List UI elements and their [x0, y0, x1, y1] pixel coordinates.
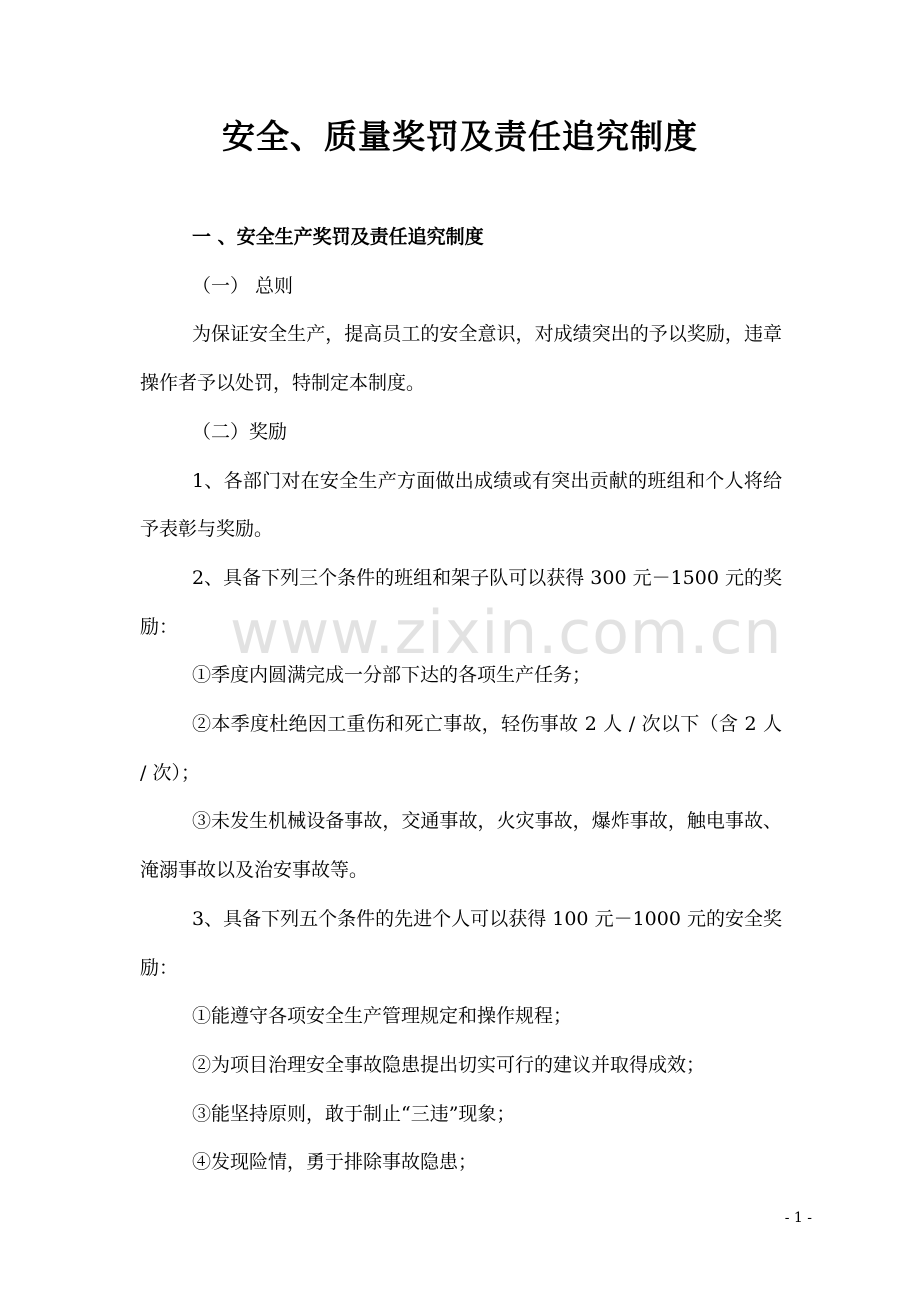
paragraph-item-3: 3、具备下列五个条件的先进个人可以获得 100 元－1000 元的安全奖励： — [140, 907, 782, 979]
watermark: www.zixin.com.cn — [230, 598, 783, 668]
paragraph-item-1: 1、各部门对在安全生产方面做出成绩或有突出贡献的班组和个人将给予表彰与奖励。 — [140, 469, 782, 541]
list-item-3-condition-2: ②为项目治理安全事故隐患提出切实可行的建议并取得成效； — [192, 1053, 706, 1076]
list-item-2-condition-3: ③未发生机械设备事故，交通事故，火灾事故，爆炸事故，触电事故、淹溺事故以及治安事故等。 — [140, 810, 782, 882]
page-number: - 1 - — [784, 1210, 812, 1226]
list-item-2-condition-2: ②本季度杜绝因工重伤和死亡事故，轻伤事故 2 人 / 次以下（含 2 人 / 次）； — [140, 713, 782, 784]
document-body — [140, 213, 782, 1187]
paragraph-item-2: 2、具备下列三个条件的班组和架子队可以获得 300 元－1500 元的奖励： — [140, 566, 782, 638]
document-title: 安全、质量奖罚及责任追究制度 — [222, 117, 698, 156]
subsection-heading-general: （一） 总则 — [192, 274, 294, 297]
paragraph-general: 为保证安全生产，提高员工的安全意识，对成绩突出的予以奖励，违章操作者予以处罚，特制定本制度。 — [140, 323, 782, 395]
list-item-3-condition-3: ③能坚持原则，敢于制止“三违”现象； — [192, 1102, 516, 1125]
subsection-heading-rewards: （二）奖励 — [192, 420, 288, 443]
list-item-2-condition-1: ①季度内圆满完成一分部下达的各项生产任务； — [192, 664, 592, 687]
list-item-3-condition-4: ④发现险情，勇于排除事故隐患； — [192, 1151, 478, 1174]
list-item-3-condition-1: ①能遵守各项安全生产管理规定和操作规程； — [192, 1005, 573, 1028]
section-heading-safety: 一 、安全生产奖罚及责任追究制度 — [192, 226, 484, 248]
